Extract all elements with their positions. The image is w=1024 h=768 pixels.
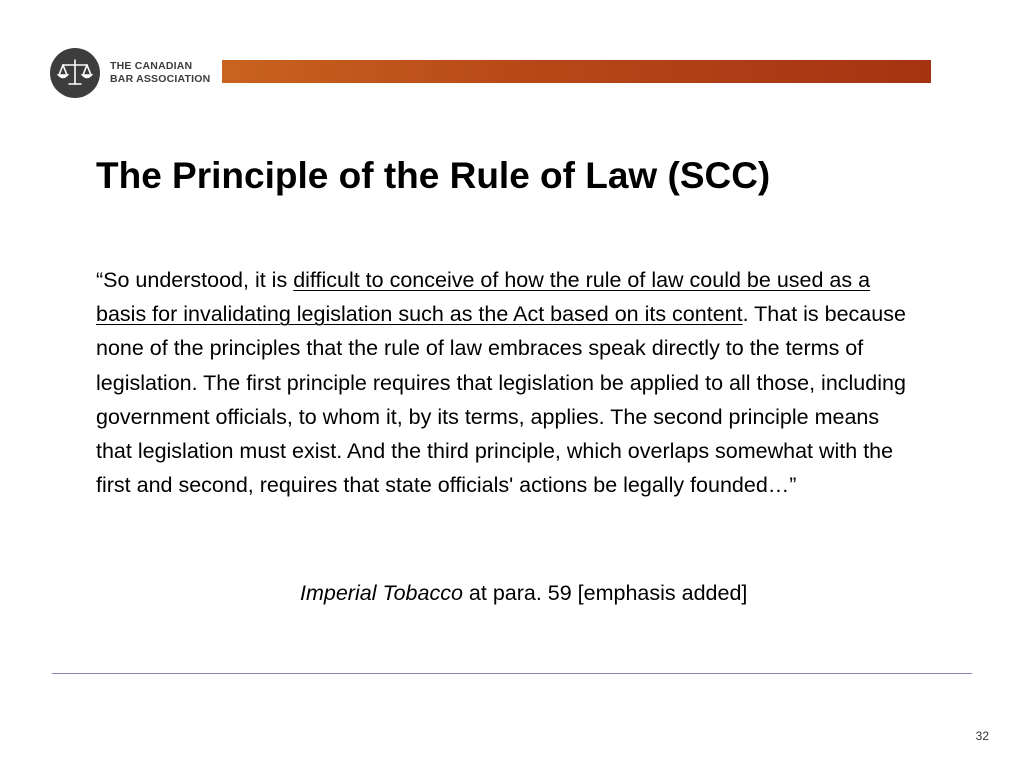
quote-continuation: . That is because none of the principles that the rule of law embraces speak directly to the terms of legislation. The first principle requires that legislation be applied to all those, including government officials, to whom it, by its terms, applies. The second principle means that legislation must exist. And the third principle, which overlaps somewhat with the first and second, requires that state officials' actions be legally founded…” [96,302,906,498]
page-number: 32 [975,729,989,743]
cba-logo [50,48,210,98]
footer-divider [52,673,972,674]
quote-emphasis: difficult to conceive of how the rule of law could be used as a basis for invalidating legislation such as the Act based on its content [96,268,871,327]
logo-wordmark [110,60,210,86]
slide-title: The Principle of the Rule of Law (SCC) [96,155,771,196]
quote-paragraph [96,263,916,502]
citation [300,576,747,610]
scales-of-justice-icon [50,48,100,98]
citation-case-name: Imperial Tobacco [300,581,463,605]
header-accent-bar [222,60,931,83]
logo-line-1: THE CANADIAN [110,60,193,72]
citation-reference: at para. 59 [emphasis added] [462,581,748,605]
logo-line-2: BAR ASSOCIATION [110,73,211,85]
quote-opening: “So understood, it is [96,268,294,292]
